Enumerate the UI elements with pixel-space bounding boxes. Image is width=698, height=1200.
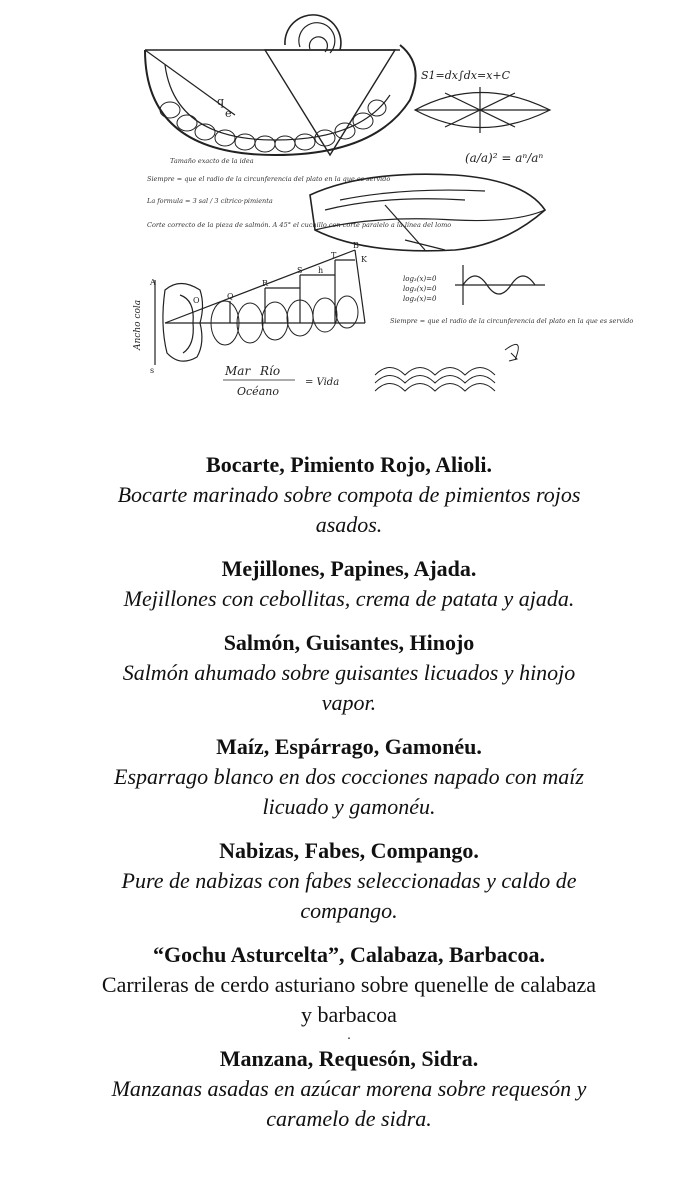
tail-drawing bbox=[155, 250, 365, 365]
note-cut: Corte correcto de la pieza de salmón. A 45° el cuchillo con corte paralelo a la línea del lomo bbox=[147, 221, 452, 229]
label-t: T bbox=[331, 251, 337, 260]
dish-description: Pure de nabizas con fabes seleccionadas y caldo de compango. bbox=[121, 868, 577, 923]
label-r: R bbox=[262, 279, 269, 288]
dish-description: Bocarte marinado sobre compota de pimientos rojos asados. bbox=[117, 482, 581, 537]
note-formula: La formula = 3 sal / 3 cítrico·pimienta bbox=[147, 197, 273, 205]
label-b: B bbox=[353, 241, 359, 250]
formula-text: S1=dx∫dx=x+C bbox=[421, 69, 511, 82]
label-k: K bbox=[361, 255, 367, 264]
label-o: O bbox=[193, 296, 200, 305]
dish-title: Manzana, Requesón, Sidra. bbox=[219, 1046, 479, 1071]
note-radius: Siempre = que el radio de la circunferencia del plato en la que es servido bbox=[147, 175, 391, 183]
dish-title: Bocarte, Pimiento Rojo, Alioli. bbox=[206, 452, 492, 477]
dish-title: Maíz, Espárrago, Gamonéu. bbox=[216, 734, 482, 759]
menu-item bbox=[0, 732, 698, 822]
note-idea: Tamaño exacto de la idea bbox=[170, 157, 254, 165]
rio-text: Río bbox=[260, 364, 281, 378]
side-label: Ancho cola bbox=[133, 299, 143, 350]
menu-item bbox=[0, 554, 698, 614]
dish-title: Mejillones, Papines, Ajada. bbox=[221, 556, 477, 581]
salmon-drawing bbox=[310, 174, 545, 251]
menu-item bbox=[0, 940, 698, 1042]
leaf-drawing bbox=[415, 87, 550, 133]
sketch-illustration bbox=[125, 5, 634, 400]
label-q: Q bbox=[227, 292, 234, 301]
mar-text: Mar bbox=[225, 364, 251, 378]
label-s: S bbox=[297, 266, 303, 275]
dish-title: Salmón, Guisantes, Hinojo bbox=[223, 630, 475, 655]
label-a: A bbox=[150, 278, 156, 287]
dish-title: Nabizas, Fabes, Compango. bbox=[219, 838, 479, 863]
menu-list bbox=[0, 450, 698, 1148]
fraction-text: (a/a)² = aⁿ/aⁿ bbox=[465, 151, 544, 165]
menu-item bbox=[0, 450, 698, 540]
dish-description: Salmón ahumado sobre guisantes licuados y hinojo vapor. bbox=[122, 660, 576, 715]
dish-description: Esparrago blanco en dos cocciones napado con maíz licuado y gamonéu. bbox=[114, 764, 584, 819]
log-line-3: log₃(x)=0 bbox=[403, 295, 437, 303]
svg-text:e: e bbox=[225, 107, 232, 120]
sine-wave-drawing bbox=[455, 265, 545, 305]
note-radius-2: Siempre = que el radio de la circunferencia del plato en la que es servido bbox=[390, 317, 634, 325]
menu-item bbox=[0, 628, 698, 718]
dish-description: Carrileras de cerdo asturiano sobre quenelle de calabaza y barbacoa bbox=[101, 972, 597, 1027]
menu-item bbox=[0, 836, 698, 926]
dish-description: Manzanas asadas en azúcar morena sobre requesón y caramelo de sidra. bbox=[111, 1076, 587, 1131]
label-s-lower: s bbox=[150, 366, 155, 375]
menu-item bbox=[0, 1044, 698, 1134]
oceano-text: Océano bbox=[237, 385, 279, 398]
dish-title: “Gochu Asturcelta”, Calabaza, Barbacoa. bbox=[153, 942, 545, 967]
log-line-2: log₃(x)=0 bbox=[403, 285, 437, 293]
dish-description: Mejillones con cebollitas, crema de patata y ajada. bbox=[123, 586, 575, 611]
log-line-1: log₃(x)=0 bbox=[403, 275, 437, 283]
separator-dot: . bbox=[347, 1028, 351, 1043]
waves-drawing bbox=[375, 344, 518, 391]
tentacle-drawing bbox=[145, 15, 416, 155]
label-h: h bbox=[318, 266, 324, 275]
svg-text:q: q bbox=[217, 95, 225, 108]
vida-text: = Vida bbox=[305, 377, 340, 388]
